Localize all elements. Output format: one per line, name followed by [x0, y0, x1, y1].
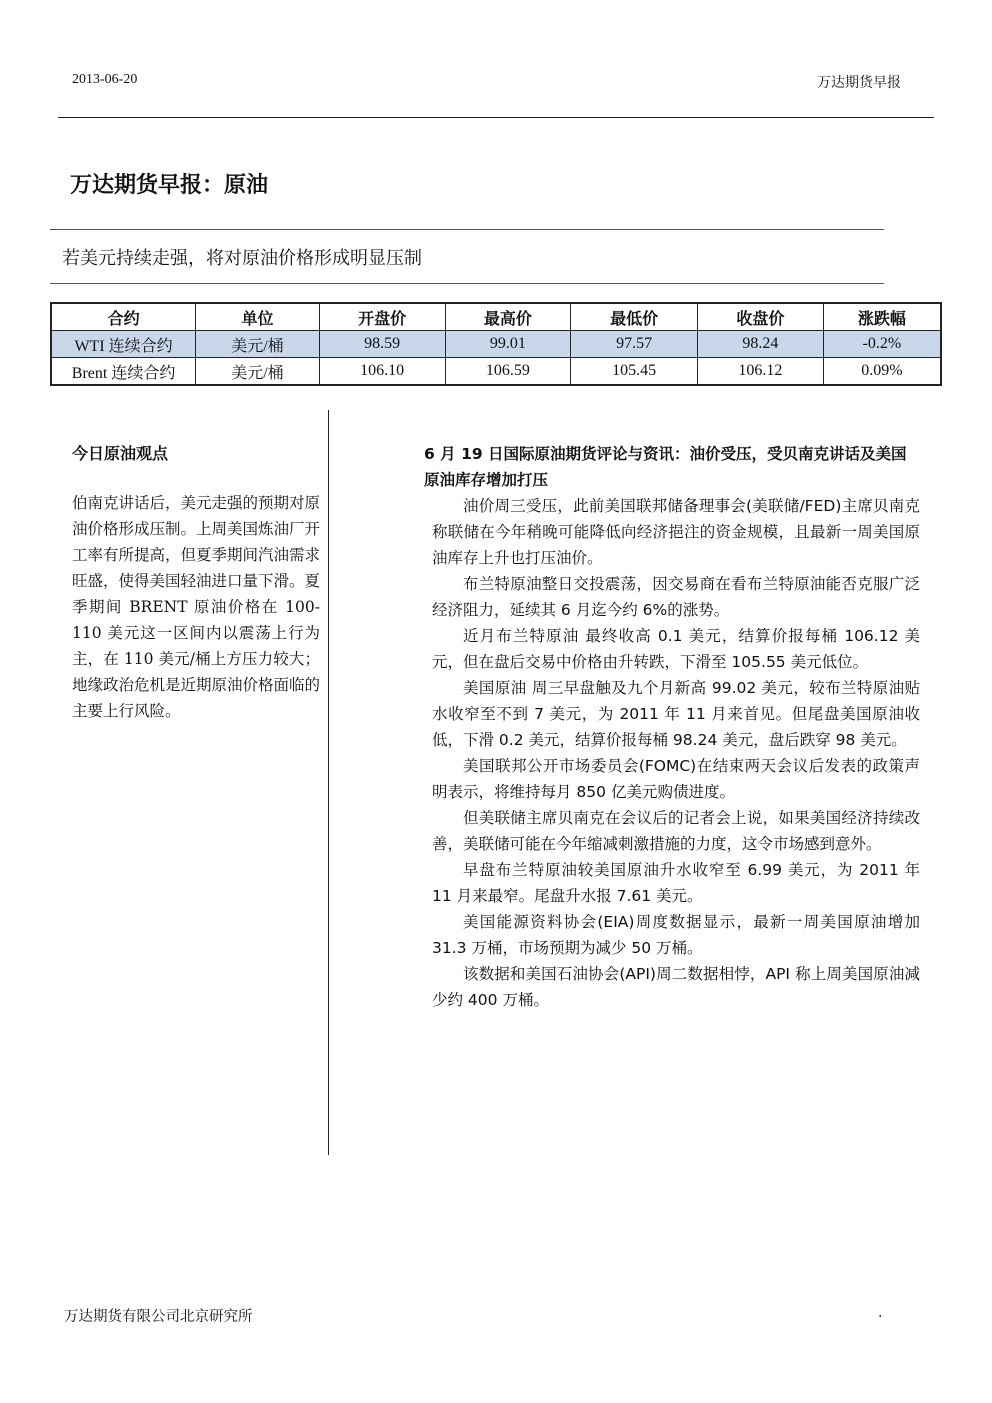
- news-body: [432, 493, 920, 1013]
- news-paragraph: 美国能源资料协会(EIA)周度数据显示，最新一周美国原油增加 31.3 万桶，市场预期为减少 50 万桶。: [432, 913, 920, 957]
- table-cell: 97.57: [571, 331, 698, 358]
- news-paragraph: 早盘布兰特原油较美国原油升水收窄至 6.99 美元，为 2011 年 11 月来最窄。尾盘升水报 7.61 美元。: [432, 861, 920, 905]
- outlook-heading: 今日原油观点: [72, 444, 169, 463]
- col-header: 最高价: [445, 303, 571, 331]
- table-cell: Brent 连续合约: [51, 358, 196, 386]
- table-cell: 美元/桶: [196, 331, 320, 358]
- col-header: 开盘价: [319, 303, 445, 331]
- table-cell: 98.59: [319, 331, 445, 358]
- table-cell: 美元/桶: [196, 358, 320, 386]
- header-brand: 万达期货早报: [817, 75, 901, 91]
- col-header: 单位: [196, 303, 320, 331]
- subtitle-divider: [50, 283, 884, 284]
- page-title: 万达期货早报：原油: [70, 172, 269, 198]
- table-cell: WTI 连续合约: [51, 331, 196, 358]
- price-table: [50, 302, 942, 386]
- news-paragraph: 但美联储主席贝南克在会议后的记者会上说，如果美国经济持续改善，美联储可能在今年缩减刺激措施的力度，这令市场感到意外。: [432, 809, 920, 853]
- col-header: 最低价: [571, 303, 698, 331]
- news-paragraph: 美国原油 周三早盘触及九个月新高 99.02 美元，较布兰特原油贴水收窄至不到 7 美元，为 2011 年 11 月来首见。但尾盘美国原油收低，下滑 0.2 美元，结算价报每桶 98.24 美元，盘后跌穿 98 美元。: [432, 679, 920, 749]
- column-divider: [328, 410, 329, 1155]
- table-cell: 0.09%: [823, 358, 941, 386]
- title-divider: [50, 229, 884, 230]
- news-paragraph: 美国联邦公开市场委员会(FOMC)在结束两天会议后发表的政策声明表示，将维持每月 850 亿美元购债进度。: [432, 757, 920, 801]
- table-cell: 106.12: [697, 358, 823, 386]
- news-paragraph: 该数据和美国石油协会(API)周二数据相悖，API 称上周美国原油减少约 400 万桶。: [432, 965, 920, 1009]
- outlook-body: 伯南克讲话后，美元走强的预期对原油价格形成压制。上周美国炼油厂开工率有所提高，但夏季期间汽油需求旺盛，使得美国轻油进口量下滑。夏季期间 BRENT 原油价格在 100-110 美元这一区间内以震荡上行为主，在 110 美元/桶上方压力较大；地缘政治危机是近期原油价格面临的主要上行风险。: [72, 494, 321, 720]
- table-cell: -0.2%: [823, 331, 941, 358]
- col-header: 涨跌幅: [823, 303, 941, 331]
- table-cell: 105.45: [571, 358, 698, 386]
- table-header-row: [51, 303, 941, 331]
- page-subtitle: 若美元持续走强，将对原油价格形成明显压制: [62, 248, 422, 269]
- footer-mark: .: [878, 1305, 883, 1321]
- table-cell: 106.10: [319, 358, 445, 386]
- table-cell: 99.01: [445, 331, 571, 358]
- table-cell: 106.59: [445, 358, 571, 386]
- table-row: [51, 358, 941, 386]
- news-paragraph: 布兰特原油整日交投震荡，因交易商在看布兰特原油能否克服广泛经济阻力，延续其 6 月迄今约 6%的涨势。: [432, 575, 920, 619]
- report-date: 2013-06-20: [72, 72, 138, 87]
- table-cell: 98.24: [697, 331, 823, 358]
- col-header: 合约: [51, 303, 196, 331]
- footer-company: 万达期货有限公司北京研究所: [64, 1309, 253, 1325]
- news-paragraph: 近月布兰特原油 最终收高 0.1 美元，结算价报每桶 106.12 美元，但在盘后交易中价格由升转跌，下滑至 105.55 美元低位。: [432, 627, 920, 671]
- news-paragraph: 油价周三受压，此前美国联邦储备理事会(美联储/FED)主席贝南克称联储在今年稍晚可能降低向经济挹注的资金规模，且最新一周美国原油库存上升也打压油价。: [432, 497, 920, 567]
- header-divider: [58, 117, 934, 118]
- col-header: 收盘价: [697, 303, 823, 331]
- news-heading: 6 月 19 日国际原油期货评论与资讯：油价受压，受贝南克讲话及美国原油库存增加打压: [424, 445, 907, 489]
- table-row: [51, 331, 941, 358]
